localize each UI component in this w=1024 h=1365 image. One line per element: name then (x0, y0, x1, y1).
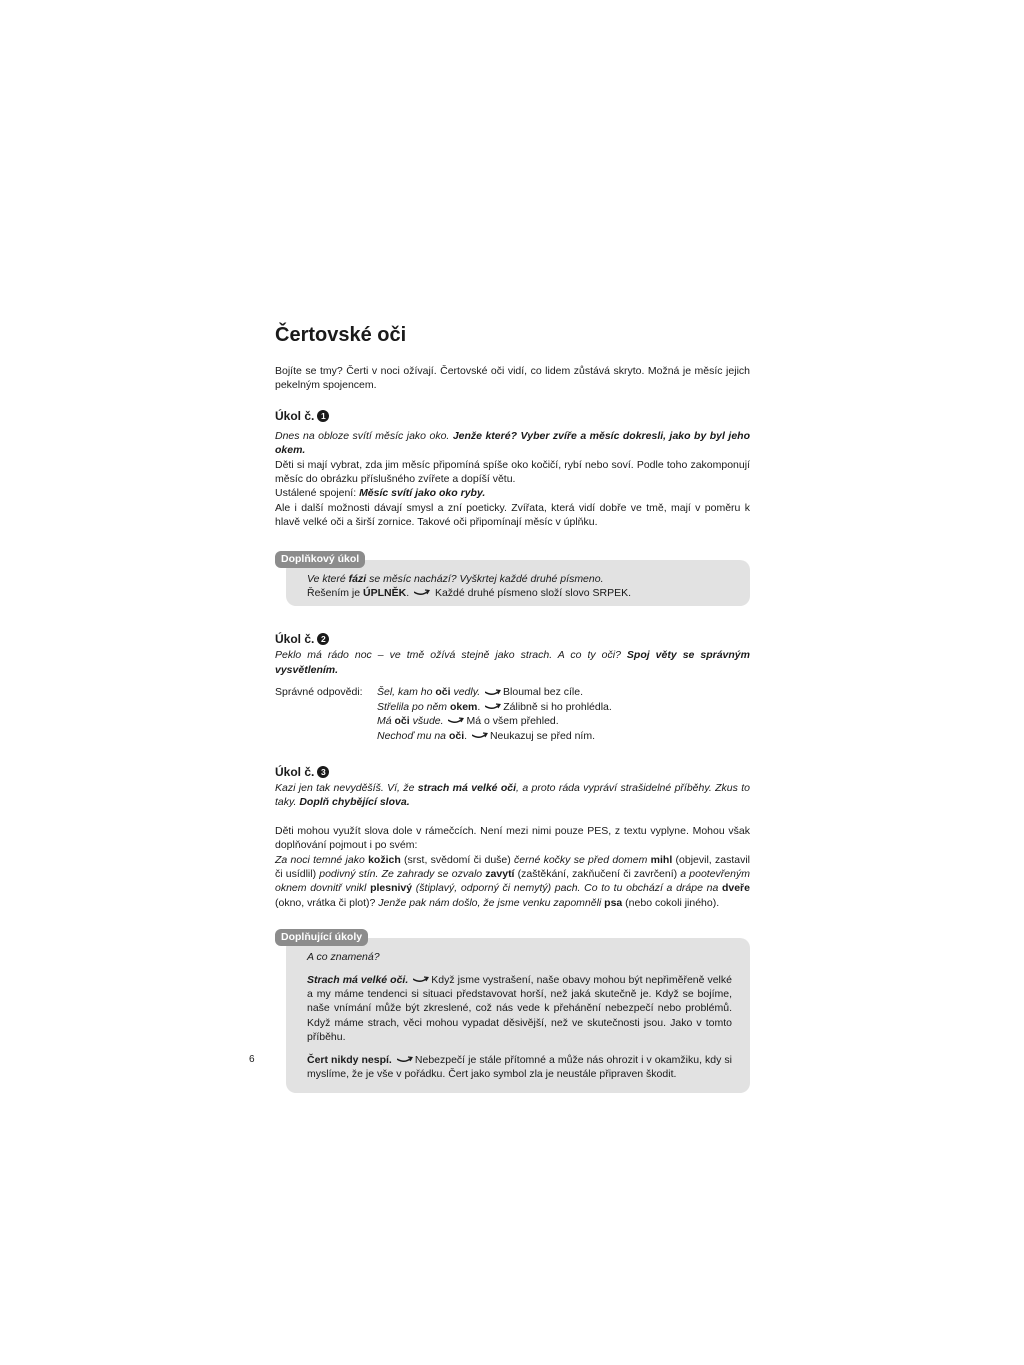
task-2-heading (275, 630, 750, 648)
page-number: 6 (249, 1054, 255, 1065)
task-2-instruction-bold: Spoj věty se správným vysvětlením. (275, 649, 750, 676)
answer-row: Střelila po něm okem. Zálibně si ho prohlédla. (377, 700, 612, 713)
worksheet-page (275, 320, 750, 1093)
task-2-label: Úkol č. (275, 632, 315, 647)
task-1-instruction (275, 429, 750, 458)
q-part-2: se měsíc nachází? Vyškrtej každé druhé písmeno. (366, 572, 604, 585)
task-2-instruction (275, 648, 750, 677)
supplementary-task-box (281, 552, 750, 607)
intro-paragraph: Bojíte se tmy? Čerti v noci ožívají. Čertovské oči vidí, co lidem zůstává skryto. Možná je měsíc jejich pekelným spojencem. (275, 365, 750, 392)
answer-bold: ÚPLNĚK (363, 587, 407, 600)
meaning-cert: Čert nikdy nespí. Nebezpečí je stále přítomné a může nás ohrozit i v okamžiku, kdy si myslíme, že je vše v pořádku. Čert jako symbol zla je neustále připraven škodit. (307, 1053, 733, 1080)
task-1-instruction-text: Dnes na obloze svítí měsíc jako oko. (275, 429, 453, 442)
arrow-icon (472, 732, 488, 740)
answers-list (377, 685, 612, 743)
arrow-icon (397, 1056, 413, 1064)
task-1-explanation: Děti si mají vybrat, zda jim měsíc připomíná spíše oko kočičí, rybí nebo soví. Podle toho zakomponují měsíc do obrázku příslušného zvířete a dopíší větu. (275, 458, 750, 486)
task-3-instruction: Kazi jen tak nevyděšíš. Ví, že strach má velké oči, a proto ráda vypráví strašidelné příběhy. Zkus to taky. Doplň chybějící slova. (275, 781, 750, 809)
task-1-note: Ale i další možnosti dávají smysl a zní poeticky. Zvířata, která vidí dobře ve tmě, mají v poměru k hlavě velké oči a širší zornice. Takové oči připomínají měsíc v úplňku. (275, 501, 750, 529)
task-2-number-icon: 2 (317, 633, 329, 645)
task-1-fixed-phrase (275, 486, 750, 500)
q-part-bold: fázi (348, 572, 367, 585)
task-2-instruction-text: Peklo má rádo noc – ve tmě ožívá stejně jako strach. A co ty oči? (275, 649, 627, 662)
task-2-answers (275, 685, 750, 743)
answer-row: Šel, kam ho oči vedly. Bloumal bez cíle. (377, 686, 584, 699)
task-3-heading (275, 763, 750, 781)
task-1-heading (275, 407, 750, 425)
task-3-explanation: Děti mohou využít slova dole v rámečcích. Není mezi nimi pouze PES, z textu vyplyne. Mohou však doplňování pojmout i po svém: (275, 824, 750, 852)
fixed-phrase-label: Ustálené spojení: (275, 487, 360, 500)
page-title: Čertovské oči (275, 324, 407, 346)
fixed-phrase-text: Měsíc svítí jako oko ryby. (359, 487, 486, 500)
arrow-icon (485, 703, 501, 711)
answer-dot: . (406, 587, 410, 600)
q-part-1: Ve které (307, 572, 349, 585)
arrow-icon (485, 689, 501, 697)
additional-tasks-tab: Doplňující úkoly (275, 929, 368, 946)
supplementary-task-question (307, 572, 732, 586)
answer-row: Má oči všude. Má o všem přehled. (377, 715, 559, 728)
arrow-icon (413, 976, 429, 984)
task-3-story: Za noci temné jako kožich (srst, svědomí či duše) černé kočky se před domem mihl (objevil, zastavil či usídlil) podivný stín. Ze zahrady se ozvalo zavytí (zaštěkání, zakňučení či zavrčení) a pootevřeným oknem dovnitř vnikl plesnivý (štiplavý, odporný či nemytý) pach. Co to tu obchází a drápe na dveře (okno, vrátka či plot)? Jenže pak nám došlo, že jsme venku zapomněli psa (nebo cokoli jiného). (275, 853, 750, 909)
answers-label: Správné odpovědi: (275, 686, 363, 699)
meaning-strach: Strach má velké oči. Když jsme vystrašení, naše obavy mohou být nepřiměřeně velké a my máme tendenci si situaci představovat horší, než jaká skutečně je. Když se bojíme, naše vnímání může být zkreslené, což nás vede k přehánění nebezpečí nebo problémů. Když máme strach, věci mohou vypadat děsivější, než ve skutečnosti jsou. Jako v tomto příběhu. (307, 973, 732, 1044)
supplementary-task-tab: Doplňkový úkol (275, 551, 365, 568)
task-1-instruction-bold: Jenže které? Vyber zvíře a měsíc dokresli, jako by byl jeho okem. (275, 429, 750, 457)
arrow-icon (448, 717, 464, 725)
task-1-number-icon: 1 (317, 410, 329, 422)
task-3-label: Úkol č. (275, 764, 315, 779)
arrow-icon (414, 589, 430, 597)
task-1-label: Úkol č. (275, 408, 315, 423)
additional-tasks-box (281, 931, 750, 1093)
supplementary-task-answer (307, 586, 732, 600)
answer-row: Nechoď mu na oči. Neukazuj se před ním. (377, 729, 596, 742)
answer-part-1: Řešením je (307, 587, 364, 600)
additional-question: A co znamená? (307, 951, 380, 964)
task-3-number-icon: 3 (317, 766, 329, 778)
answer-part-2: Každé druhé písmeno složí slovo SRPEK. (434, 587, 632, 600)
